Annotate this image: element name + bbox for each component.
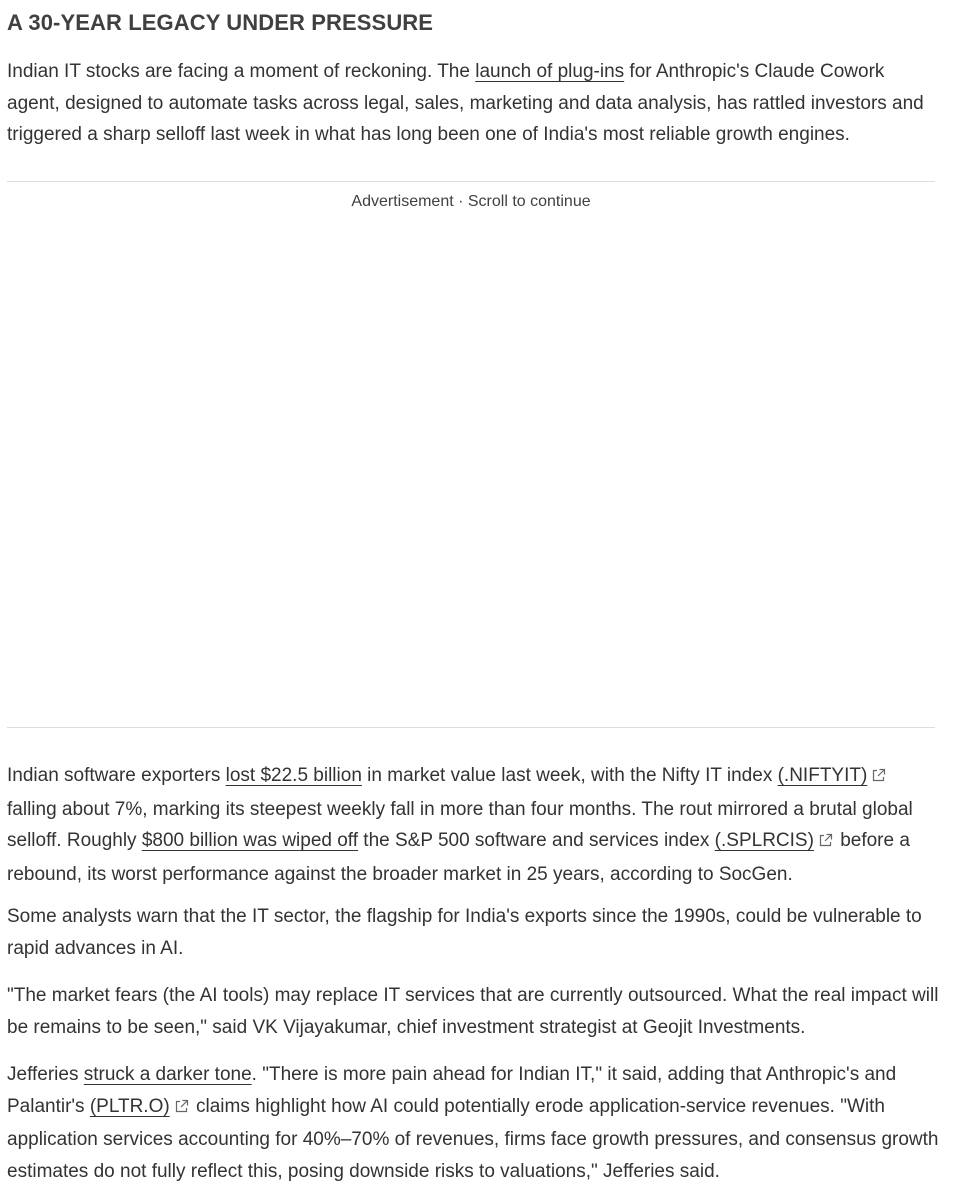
splrcis-ticker-link[interactable]: (.SPLRCIS) <box>714 830 814 851</box>
paragraph-text: for Anthropic's Claude Cowork agent, designed to automate tasks across legal, sales, marketing and data analysis, has rattled investors and triggered a sharp selloff last week in what has long been one of India's most reliable growth engines. <box>7 61 924 145</box>
ad-top-divider <box>7 181 935 182</box>
paragraph-text: Jefferies <box>7 1064 84 1085</box>
external-link-icon[interactable] <box>818 827 833 859</box>
paragraph-text: claims highlight how AI could potentially erode application-service revenues. "With application services accounting for 40%–70% of revenues, firms face growth pressures, and consensus growth estimates do not fully reflect this, posing downside risks to valuations," Jefferies said. <box>7 1095 939 1182</box>
paragraph-text: Indian IT stocks are facing a moment of reckoning. The <box>7 61 476 82</box>
paragraph-market-value <box>7 760 942 890</box>
external-link-icon[interactable] <box>871 762 886 794</box>
section-heading: A 30-YEAR LEGACY UNDER PRESSURE <box>7 10 434 35</box>
paragraph-quote: "The market fears (the AI tools) may replace IT services that are currently outsourced. What the real impact will be remains to be seen," said VK Vijayakumar, chief investment strategist at Geojit Investments. <box>7 985 939 1038</box>
pltr-ticker-link[interactable]: (PLTR.O) <box>89 1095 170 1117</box>
ad-bottom-divider <box>7 727 935 728</box>
paragraph-text: the S&P 500 software and services index <box>358 830 715 851</box>
paragraph-jefferies <box>7 1059 942 1187</box>
advertisement-label: Advertisement · Scroll to continue <box>351 193 591 210</box>
paragraph-intro <box>7 56 942 151</box>
paragraph-analysts: Some analysts warn that the IT sector, the flagship for India's exports since the 1990s, could be vulnerable to rapid advances in AI. <box>7 906 922 959</box>
advertisement-slot <box>7 220 935 720</box>
paragraph-text: Indian software exporters <box>7 765 226 786</box>
struck-a-darker-tone-link[interactable]: struck a darker tone <box>83 1064 252 1085</box>
external-link-icon[interactable] <box>174 1093 189 1125</box>
lost-22-5-billion-link[interactable]: lost $22.5 billion <box>225 765 362 786</box>
800-billion-wiped-off-link[interactable]: $800 billion was wiped off <box>141 830 359 851</box>
paragraph-text: . "There is more pain ahead for Indian IT," it said, adding that Anthropic's and Palantir's <box>7 1064 897 1117</box>
launch-of-plug-ins-link[interactable]: launch of plug-ins <box>475 61 625 82</box>
paragraph-text: in market value last week, with the Nifty IT index <box>361 765 778 786</box>
paragraph-text: falling about 7%, marking its steepest weekly fall in more than four months. The rout mirrored a brutal global selloff. Roughly <box>7 798 913 851</box>
niftyit-ticker-link[interactable]: (.NIFTYIT) <box>777 765 868 786</box>
paragraph-text: before a rebound, its worst performance against the broader market in 25 years, according to SocGen. <box>7 830 910 885</box>
